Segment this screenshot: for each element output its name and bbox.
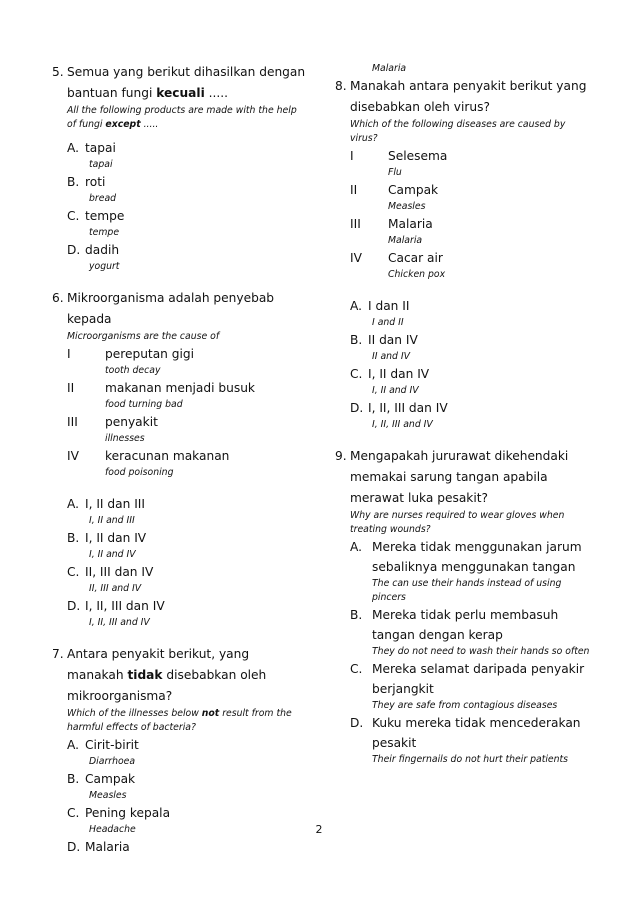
option-c[interactable]: C. Pening kepala	[67, 806, 171, 820]
option-translation: yogurt	[89, 261, 120, 272]
question-number: 6.	[52, 291, 64, 305]
option-translation: Headache	[89, 824, 136, 835]
option-translation: I, II and IV	[89, 549, 136, 560]
option-translation: They are safe from contagious diseases	[372, 700, 558, 711]
statement-translation: Measles	[388, 201, 426, 212]
option-translation: Measles	[89, 790, 127, 801]
statement-translation: Malaria	[388, 235, 423, 246]
option-translation: I, II, III and IV	[372, 419, 433, 430]
right-column	[335, 62, 590, 767]
option-translation: I, II, III and IV	[89, 617, 150, 628]
question-6-translation: Microorganisms are the cause of	[67, 331, 220, 342]
option-translation: I, II and IV	[372, 385, 419, 396]
statement-translation: illnesses	[105, 433, 145, 444]
statement-i: I Selesema	[350, 149, 448, 163]
statement-ii: II makanan menjadi busuk	[67, 381, 255, 395]
question-8-translation: Which of the following diseases are caused by virus?	[350, 119, 566, 144]
option-c[interactable]: C. Mereka selamat daripada penyakir berjangkit	[350, 662, 585, 696]
option-translation: II, III and IV	[89, 583, 142, 594]
option-translation: I and II	[372, 317, 404, 328]
page-number: 2	[315, 823, 323, 836]
option-c[interactable]: C. II, III dan IV	[67, 565, 154, 579]
statement-ii: II Campak	[350, 183, 439, 197]
question-number: 8.	[335, 79, 347, 93]
option-d[interactable]: D. I, II, III dan IV	[67, 599, 165, 613]
option-translation: II and IV	[372, 351, 410, 362]
option-a[interactable]: A. Mereka tidak menggunakan jarum sebaliknya menggunakan tangan	[350, 540, 582, 574]
option-d[interactable]: D. dadih	[67, 243, 120, 257]
question-9	[335, 446, 590, 767]
option-d[interactable]: D. I, II, III dan IV	[350, 401, 448, 415]
option-translation: tapai	[89, 159, 113, 170]
question-number: 9.	[335, 449, 347, 463]
question-6	[52, 288, 307, 630]
statement-translation: food turning bad	[105, 399, 183, 410]
option-a[interactable]: A. Cirit-birit	[67, 738, 139, 752]
statement-translation: Flu	[388, 167, 402, 178]
question-8-text: 8. Manakah antara penyakit berikut yang disebabkan oleh virus?	[335, 76, 590, 118]
left-column	[52, 62, 307, 857]
option-a[interactable]: A. I dan II	[350, 299, 410, 313]
option-b[interactable]: B. I, II dan IV	[67, 531, 147, 545]
option-d[interactable]: D. Kuku mereka tidak mencederakan pesakit	[350, 716, 581, 750]
question-5-translation: All the following products are made with the help of fungi except .....	[67, 105, 297, 130]
option-translation: Their fingernails do not hurt their patients	[372, 754, 569, 765]
option-b[interactable]: B. Mereka tidak perlu membasuh tangan dengan kerap	[350, 608, 559, 642]
statement-iv: IV keracunan makanan	[67, 449, 230, 463]
question-number: 5.	[52, 65, 64, 79]
question-6-text: 6. Mikroorganisma adalah penyebab kepada	[52, 288, 307, 330]
option-translation: tempe	[89, 227, 120, 238]
statement-translation: Chicken pox	[388, 269, 446, 280]
option-b[interactable]: B. Campak	[67, 772, 136, 786]
question-5-text: 5. Semua yang berikut dihasilkan dengan bantuan fungi kecuali .....	[52, 62, 307, 104]
option-translation: Diarrhoea	[89, 756, 136, 767]
question-9-translation: Why are nurses required to wear gloves when treating wounds?	[350, 510, 565, 535]
question-7-text: 7. Antara penyakit berikut, yang manakah tidak disebabkan oleh mikroorganisma?	[52, 644, 307, 707]
question-7-translation: Which of the illnesses below not result from the harmful effects of bacteria?	[67, 708, 292, 733]
question-5	[52, 62, 307, 274]
question-8	[335, 76, 590, 432]
option-a[interactable]: A. tapai	[67, 141, 116, 155]
option-translation: I, II and III	[89, 515, 135, 526]
statement-i: I pereputan gigi	[67, 347, 195, 361]
question-number: 7.	[52, 647, 64, 661]
option-translation-continued: Malaria	[372, 63, 407, 74]
option-translation: bread	[89, 193, 117, 204]
option-a[interactable]: A. I, II dan III	[67, 497, 145, 511]
statement-iv: IV Cacar air	[350, 251, 443, 265]
statement-translation: food poisoning	[105, 467, 174, 478]
statement-iii: III penyakit	[67, 415, 158, 429]
statement-iii: III Malaria	[350, 217, 433, 231]
option-d[interactable]: D. Malaria	[67, 840, 130, 854]
statement-translation: tooth decay	[105, 365, 161, 376]
option-b[interactable]: B. II dan IV	[350, 333, 418, 347]
option-translation: They do not need to wash their hands so often	[372, 646, 590, 657]
question-9-text: 9. Mengapakah jururawat dikehendaki memakai sarung tangan apabila merawat luka pesakit?	[335, 446, 590, 509]
option-b[interactable]: B. roti	[67, 175, 106, 189]
option-c[interactable]: C. I, II dan IV	[350, 367, 430, 381]
option-c[interactable]: C. tempe	[67, 209, 125, 223]
option-translation: The can use their hands instead of using pincers	[372, 578, 562, 603]
